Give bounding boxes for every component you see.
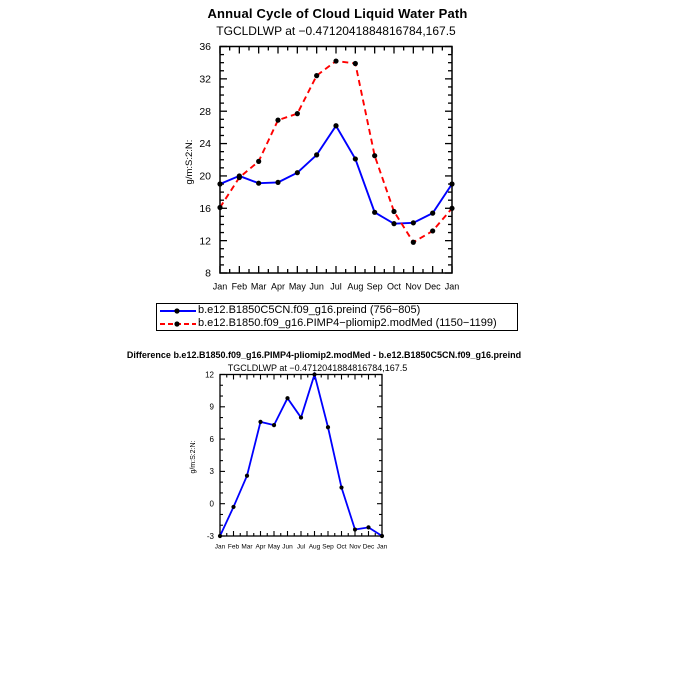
svg-text:Jun: Jun [282, 543, 293, 551]
svg-text:g/m:S:2:N:: g/m:S:2:N: [190, 440, 197, 474]
svg-text:20: 20 [199, 170, 211, 183]
svg-text:Aug: Aug [347, 281, 364, 292]
svg-text:12: 12 [205, 370, 214, 380]
svg-text:Dec: Dec [424, 281, 441, 292]
svg-text:8: 8 [205, 267, 211, 280]
svg-text:May: May [267, 543, 281, 551]
svg-text:Jun: Jun [309, 281, 324, 292]
svg-text:Jan: Jan [214, 543, 226, 551]
svg-text:Jan: Jan [212, 281, 228, 292]
svg-text:16: 16 [199, 202, 211, 215]
svg-text:Jul: Jul [296, 543, 306, 551]
svg-text:Jul: Jul [330, 281, 342, 292]
svg-text:9: 9 [209, 402, 214, 412]
svg-text:Sep: Sep [322, 543, 334, 551]
svg-text:Nov: Nov [405, 281, 422, 292]
svg-text:Sep: Sep [366, 281, 383, 292]
svg-text:Oct: Oct [336, 543, 347, 551]
svg-text:Dec: Dec [362, 543, 375, 551]
legend-line-sample-dashed [159, 318, 198, 330]
svg-text:Feb: Feb [231, 281, 248, 292]
svg-text:g/m:S:2:N:: g/m:S:2:N: [184, 139, 195, 185]
svg-text:Jan: Jan [376, 543, 388, 551]
svg-text:36: 36 [199, 41, 211, 54]
bottom-chart-subtitle: TGCLDLWP at −0.4712041884816784,167.5 [227, 363, 408, 373]
svg-text:Aug: Aug [308, 543, 321, 551]
svg-text:24: 24 [199, 138, 211, 151]
svg-text:0: 0 [209, 499, 214, 509]
svg-text:Oct: Oct [386, 281, 402, 292]
svg-text:Jan: Jan [444, 281, 460, 292]
bottom-chart-title: Difference b.e12.B1850.f09_g16.PIMP4-pliomip2.modMed - b.e12.B1850C5CN.f09_g16.preind [126, 350, 522, 360]
legend-line-sample-solid [159, 305, 198, 317]
svg-text:6: 6 [209, 434, 214, 444]
svg-text:Apr: Apr [270, 281, 286, 292]
svg-text:-3: -3 [206, 531, 214, 541]
svg-text:3: 3 [209, 467, 214, 477]
svg-text:May: May [288, 281, 306, 292]
svg-text:Feb: Feb [227, 543, 240, 551]
svg-text:32: 32 [199, 73, 211, 86]
legend-label-preind: b.e12.B1850C5CN.f09_g16.preind (756−805) [198, 304, 421, 316]
svg-text:Mar: Mar [250, 281, 267, 292]
top-chart-title: Annual Cycle of Cloud Liquid Water Path [207, 6, 468, 21]
legend-label-pliomip: b.e12.B1850.f09_g16.PIMP4−pliomip2.modMed (1150−1199) [198, 317, 497, 329]
legend-item-pliomip [157, 317, 517, 330]
svg-text:28: 28 [199, 105, 211, 118]
top-chart-subtitle: TGCLDLWP at −0.4712041884816784,167.5 [216, 24, 456, 38]
legend-box [156, 303, 518, 331]
svg-text:Apr: Apr [255, 543, 266, 551]
svg-text:Nov: Nov [349, 543, 361, 551]
legend-item-preind [157, 304, 517, 317]
svg-text:Mar: Mar [241, 543, 253, 551]
svg-text:12: 12 [199, 235, 211, 248]
